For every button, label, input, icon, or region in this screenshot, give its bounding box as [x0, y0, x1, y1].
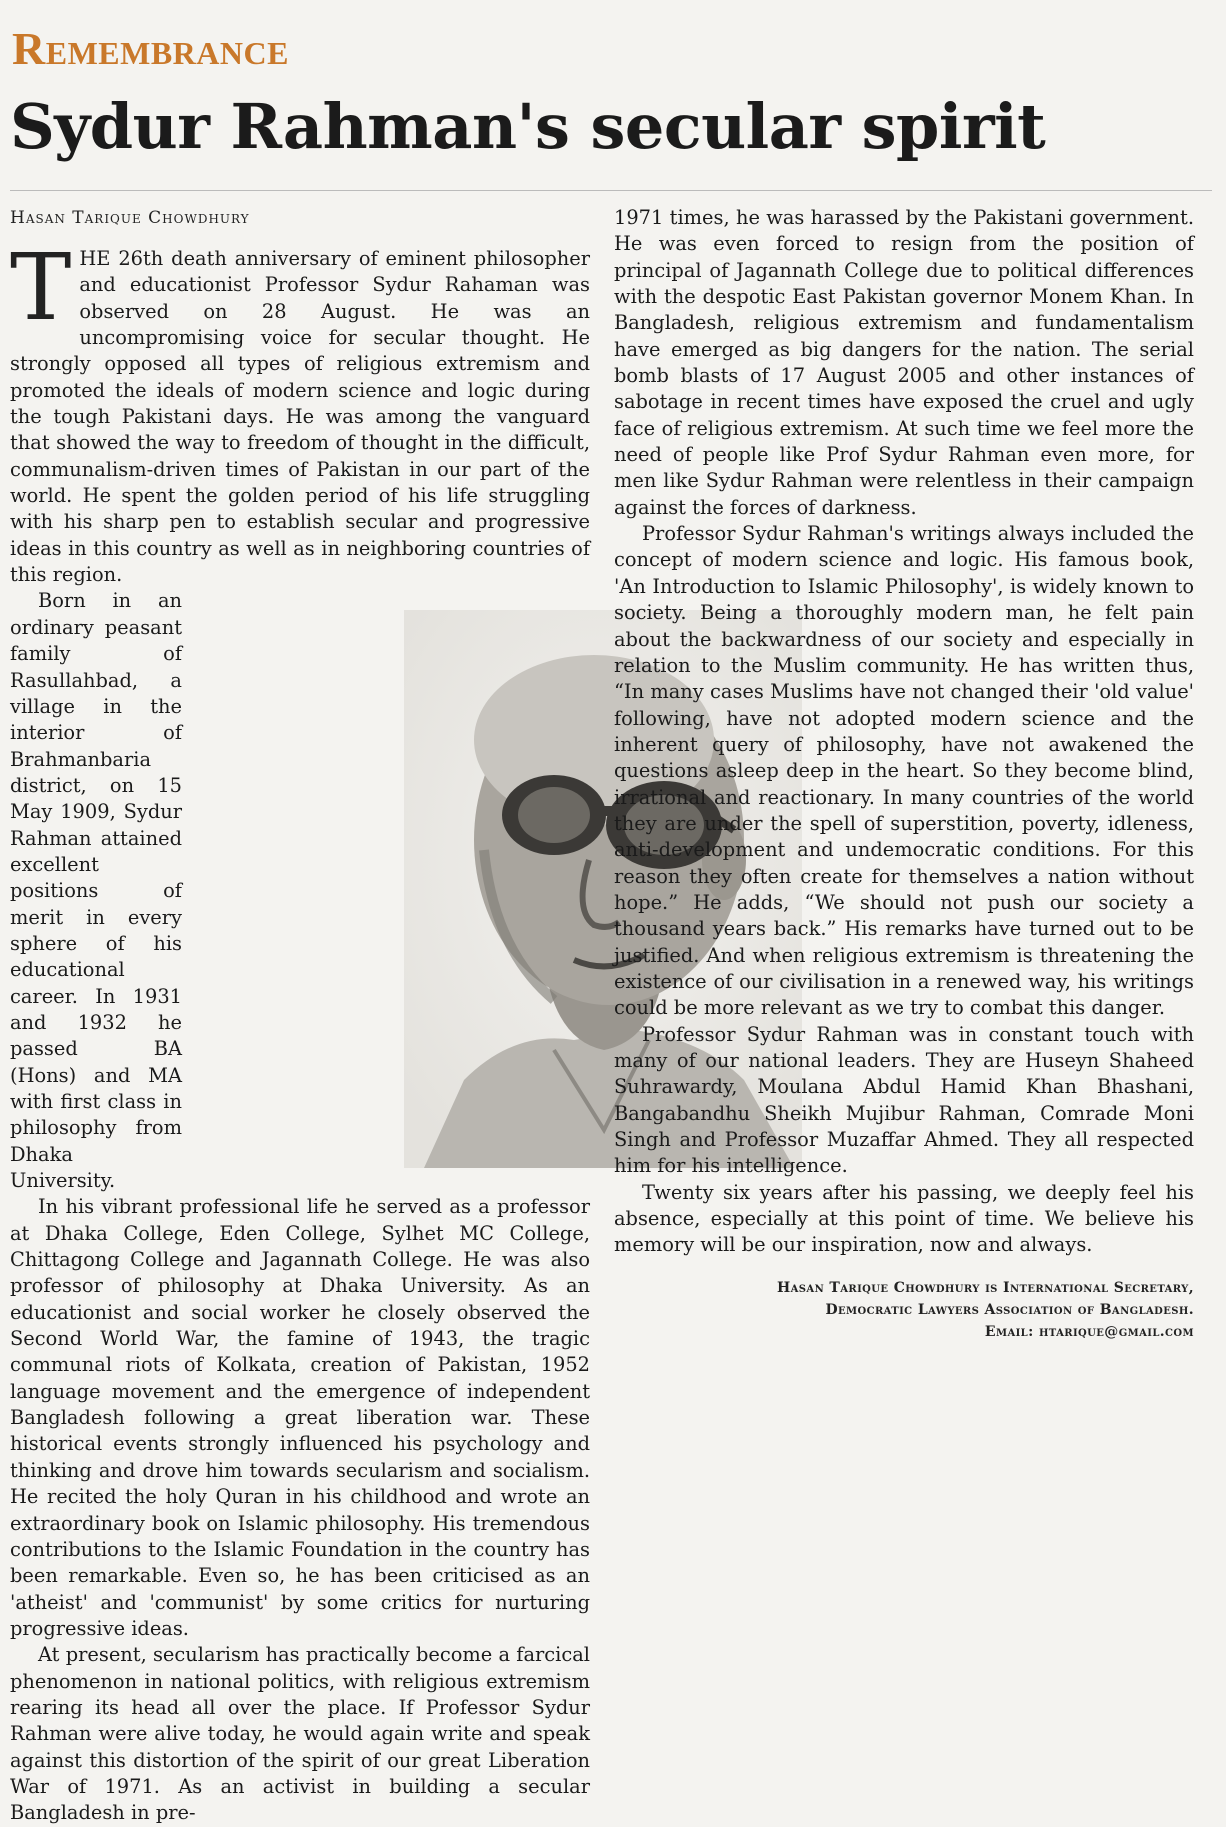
author-note-line: Hasan Tarique Chowdhury is International Secretary,: [777, 1279, 1194, 1296]
article-paragraph: Born in an ordinary peasant family of Rasullahbad, a village in the interior of Brahmanbaria district, on 15 May 1909, Sydur Rahman attained excellent positions of merit in every sphere of his educational career. In 1931 and 1932 he passed BA (Hons) and MA with first class in philosophy from Dhaka University.: [10, 588, 590, 1194]
photo-text-wrap: [190, 588, 590, 1174]
article-paragraph: Professor Sydur Rahman's writings always included the concept of modern science and logic. His famous book, 'An Introduction to Islamic Philosophy', is widely known to society. Being a thoroughly modern man, he felt pain about the backwardness of our society and especially in relation to the Muslim community. He has written thus, “In many cases Muslims have not changed their 'old value' following, have not adopted modern science and the inherent query of philosophy, have not awakened the questions asleep deep in the heart. So they become blind, irrational and reactionary. In many countries of the world they are under the spell of superstition, poverty, idleness, anti-development and undemocratic conditions. For this reason they often create for themselves a nation without hope.” He adds, “We should not push our society a thousand years back.” His remarks have turned out to be justified. And when religious extremism is threatening the existence of our civilisation in a renewed way, his writings could be more relevant as we try to combat this danger.: [614, 522, 1194, 1020]
article-paragraph: Professor Sydur Rahman was in constant touch with many of our national leaders. They are Huseyn Shaheed Suhrawardy, Moulana Abdul Hamid Khan Bhashani, Bangabandhu Sheikh Mujibur Rahman, Comrade Moni Singh and Professor Muzaffar Ahmed. They all respected him for his intelligence.: [614, 1022, 1194, 1178]
author-note: [614, 1277, 1194, 1343]
author-email: Email: htarique@gmail.com: [984, 1323, 1194, 1340]
author-note-line: Democratic Lawyers Association of Bangladesh.: [825, 1301, 1194, 1318]
article-column-right: [614, 205, 1194, 1591]
byline: Hasan Tarique Chowdhury: [10, 208, 250, 228]
article-paragraph: Twenty six years after his passing, we deeply feel his absence, especially at this point of time. We believe his memory will be our inspiration, now and always.: [614, 1180, 1194, 1257]
divider: [10, 190, 1212, 191]
section-kicker: Remembrance: [12, 23, 289, 74]
article-paragraph: 1971 times, he was harassed by the Pakistani government. He was even forced to resign from the position of principal of Jagannath College due to political differences with the despotic East Pakistan governor Monem Khan. In Bangladesh, religious extremism and fundamentalism have emerged as big dangers for the nation. The serial bomb blasts of 17 August 2005 and other instances of sabotage in recent times have exposed the cruel and ugly face of religious extremism. At such time we feel more the need of people like Prof Sydur Rahman even more, for men like Sydur Rahman were relentless in their campaign against the forces of darkness.: [614, 206, 1194, 519]
article-paragraph: At present, secularism has practically become a farcical phenomenon in national politics, with religious extremism rearing its head all over the place. If Professor Sydur Rahman were alive today, he would again write and speak against this distortion of the spirit of our great Liberation War of 1971. As an activist in building a secular Bangladesh in pre-: [10, 1643, 590, 1825]
article-paragraph: In his vibrant professional life he served as a professor at Dhaka College, Eden College, Sylhet MC College, Chittagong College and Jagannath College. He was also professor of philosophy at Dhaka University. As an educationist and social worker he closely observed the Second World War, the famine of 1943, the tragic communal riots of Kolkata, creation of Pakistan, 1952 language movement and the emergence of independent Bangladesh following a great liberation war. These historical events strongly influenced his psychology and thinking and drove him towards secularism and socialism. He recited the holy Quran in his childhood and wrote an extraordinary book on Islamic philosophy. His tremendous contributions to the Islamic Foundation in the country has been remarkable. Even so, he has been criticised as an 'atheist' and 'communist' by some critics for nurturing progressive ideas.: [10, 1195, 590, 1640]
headline: Sydur Rahman's secular spirit: [10, 90, 1046, 163]
article-paragraph: THE 26th death anniversary of eminent philosopher and educationist Professor Sydur Rahaman was observed on 28 August. He was an uncompromising voice for secular thought. He strongly opposed all types of religious extremism and promoted the ideals of modern science and logic during the tough Pakistani days. He was among the vanguard that showed the way to freedom of thought in the difficult, communalism-driven times of Pakistan in our part of the world. He spent the golden period of his life struggling with his sharp pen to establish secular and progressive ideas in this country as well as in neighboring countries of this region.: [10, 234, 590, 587]
article-column-left: [10, 234, 590, 1825]
drop-cap: T: [10, 234, 72, 341]
